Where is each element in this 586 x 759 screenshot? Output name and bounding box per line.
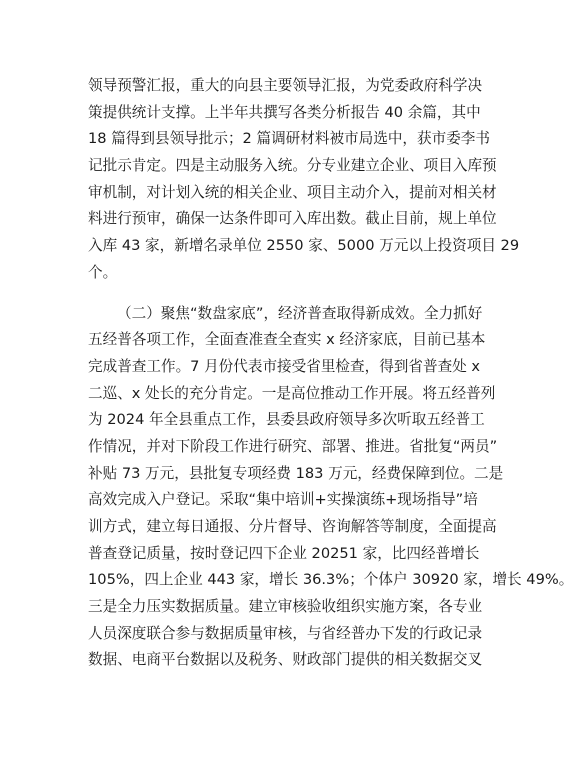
text-line: 105%，四上企业 443 家，增长 36.3%；个体户 30920 家，增长 49%。 [88,571,574,589]
document-body [88,73,574,674]
text-line: 领导预警汇报，重大的向县主要领导汇报，为党委政府科学决 [88,77,483,94]
text-line: 完成普查工作。7 月份代表市接受省里检查，得到省普查处 x [88,357,481,375]
text-line: 数据、电商平台数据以及税务、财政部门提供的相关数据交叉 [88,651,483,669]
text-line: 补贴 73 万元，县批复专项经费 183 万元，经费保障到位。二是 [88,464,504,482]
text-line: 个。 [88,263,118,281]
text-line: 料进行预审，确保一达条件即可入库出数。截止目前，规上单位 [88,210,497,228]
text-line: 三是全力压实数据质量。建立审核验收组织实施方案，各专业 [88,598,483,616]
text-line: 人员深度联合参与数据质量审核，与省经普办下发的行政记录 [88,624,483,642]
text-line: 五经普各项工作，全面查准查全查实 x 经济家底，目前已基本 [88,331,486,349]
paragraph-economic-census [88,301,574,675]
text-line: 高效完成入户登记。采取“集中培训+实操演练+现场指导”培 [88,491,478,509]
text-line: 作情况，并对下阶段工作进行研究、部署、推进。省批复“两员” [88,437,498,455]
text-line: 审机制，对计划入统的相关企业、项目主动介入，提前对相关材 [88,183,497,201]
paragraph-spacer [88,287,508,301]
text-line: （二）聚焦“数盘家底”，经济普查取得新成效。全力抓好 [117,304,483,322]
text-line: 记批示肯定。四是主动服务入统。分专业建立企业、项目入库预 [88,157,497,175]
paragraph-statistics-services [88,73,520,287]
text-line: 训方式，建立每日通报、分片督导、咨询解答等制度，全面提高 [88,518,497,535]
text-line: 为 2024 年全县重点工作，县委县政府领导多次听取五经普工 [88,411,485,429]
text-line: 策提供统计支撑。上半年共撰写各类分析报告 40 余篇，其中 [88,103,481,121]
text-line: 二巡、x 处长的充分肯定。一是高位推动工作开展。将五经普列 [88,384,496,402]
text-line: 普查登记质量，按时登记四下企业 20251 家，比四经普增长 [88,544,480,562]
text-line: 入库 43 家，新增名录单位 2550 家、5000 万元以上投资项目 29 [88,237,520,255]
text-line: 18 篇得到县领导批示；2 篇调研材料被市局选中，获市委李书 [88,130,490,148]
